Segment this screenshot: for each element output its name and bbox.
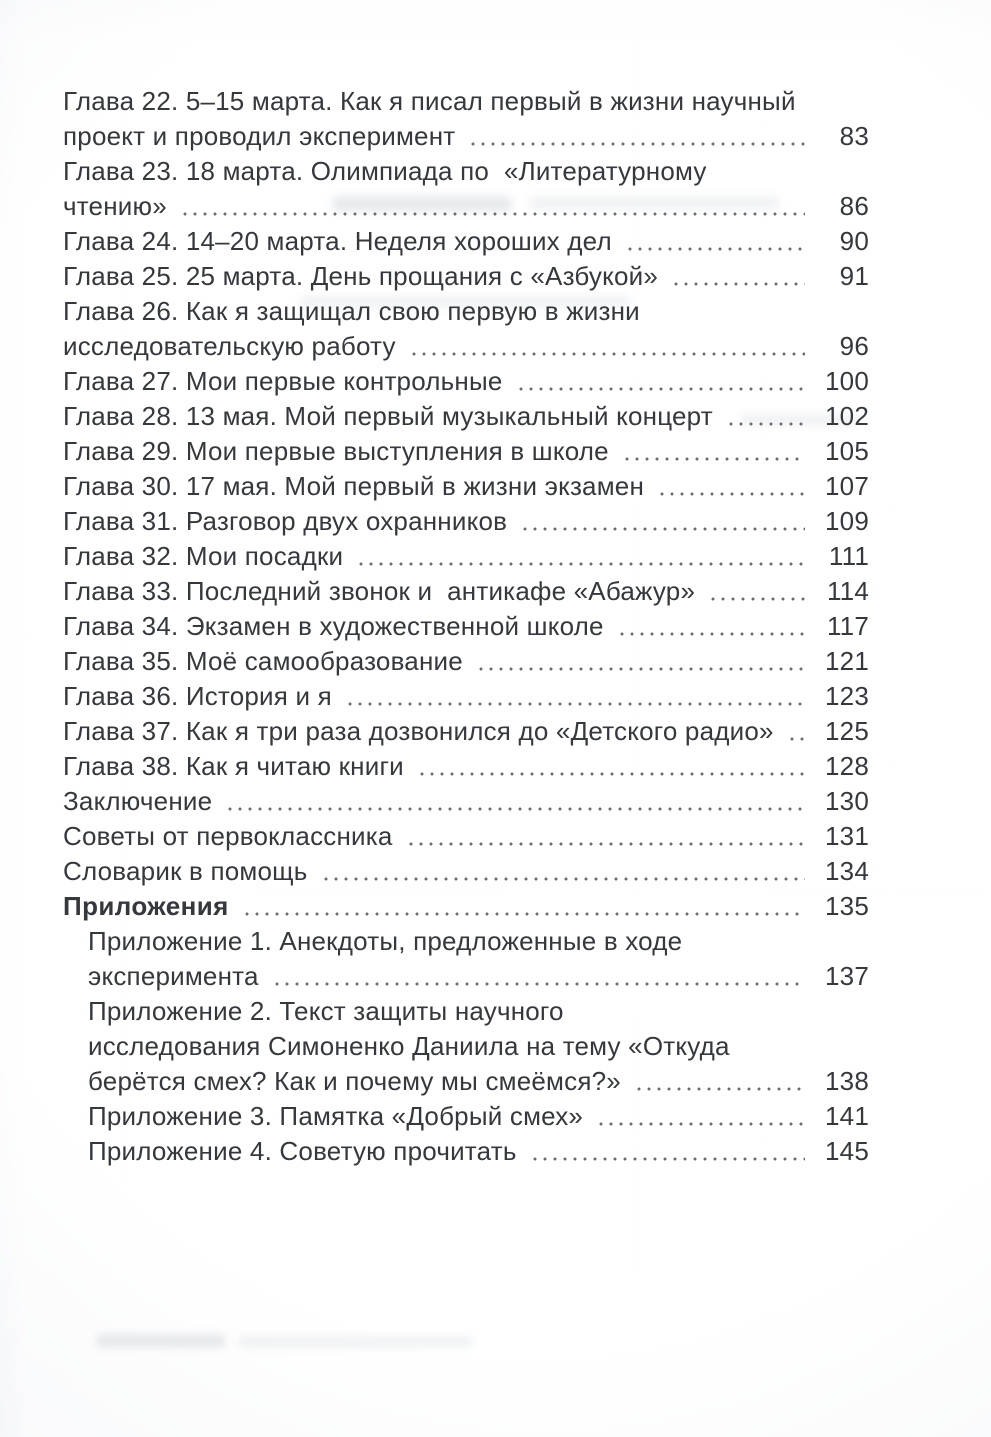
dot-leader: [625, 457, 805, 461]
toc-entry-text: Глава 38. Как я читаю книги: [63, 751, 404, 781]
page-number: 83: [839, 121, 869, 151]
page-number: 91: [839, 261, 869, 291]
toc-entry: [63, 679, 869, 714]
toc-entry: [63, 224, 869, 259]
toc-entry: [63, 1099, 869, 1134]
toc-entry-line: [63, 854, 869, 889]
page-number: 107: [825, 471, 869, 501]
toc-entry: [63, 994, 869, 1099]
toc-entry-text: Глава 30. 17 мая. Мой первый в жизни экзамен: [63, 471, 645, 501]
page-number: 141: [825, 1101, 869, 1131]
dot-leader: [409, 842, 805, 846]
page-number: 125: [825, 716, 869, 746]
toc-entry: [63, 854, 869, 889]
toc-entry-line: [63, 329, 869, 364]
toc-entry-line: [63, 574, 869, 609]
page-number: 138: [825, 1066, 869, 1096]
toc-entry: [63, 574, 869, 609]
toc-entry-text: Приложения: [63, 891, 229, 921]
toc-entry-line: [88, 1064, 869, 1099]
bleed-through-smudge: [96, 1334, 226, 1348]
dot-leader: [420, 772, 805, 776]
bleed-through-smudge: [238, 1336, 473, 1348]
toc-entry: [63, 364, 869, 399]
toc-entry-line: [63, 469, 869, 504]
dot-leader: [275, 982, 805, 986]
toc-entry-text: Глава 29. Мои первые выступления в школе: [63, 436, 609, 466]
toc-entry-text: Глава 37. Как я три раза дозвонился до «Детского радио»: [63, 716, 774, 746]
dot-leader: [674, 282, 805, 286]
toc-entry-line: [63, 889, 869, 924]
toc-entry-line: [88, 1134, 869, 1169]
toc-entry-line: [88, 994, 869, 1029]
toc-entry: [63, 259, 869, 294]
dot-leader: [183, 212, 805, 216]
page-number: 134: [825, 856, 869, 886]
toc-entry-text: Глава 32. Мои посадки: [63, 541, 344, 571]
page-number: 100: [825, 366, 869, 396]
dot-leader: [637, 1087, 805, 1091]
toc-entry: [63, 609, 869, 644]
toc-entry-text: Глава 23. 18 марта. Олимпиада по «Литературному: [63, 156, 707, 186]
dot-leader: [660, 492, 805, 496]
dot-leader: [523, 527, 805, 531]
table-of-contents: [63, 84, 869, 1169]
toc-entry: [63, 154, 869, 224]
page-number: 123: [825, 681, 869, 711]
dot-leader: [519, 387, 805, 391]
toc-entry: [63, 784, 869, 819]
toc-entry-line: [63, 784, 869, 819]
dot-leader: [471, 142, 805, 146]
dot-leader: [412, 352, 805, 356]
toc-entry-text: Приложение 3. Памятка «Добрый смех»: [88, 1101, 584, 1131]
toc-entry-line: [63, 819, 869, 854]
dot-leader: [729, 422, 805, 426]
toc-entry-line: [63, 714, 869, 749]
toc-entry-line: [63, 434, 869, 469]
page-number: 121: [825, 646, 869, 676]
toc-entry-text: Глава 31. Разговор двух охранников: [63, 506, 508, 536]
page-number: 128: [825, 751, 869, 781]
toc-entry-text: берётся смех? Как и почему мы смеёмся?»: [88, 1066, 621, 1096]
toc-entry-line: [63, 609, 869, 644]
toc-entry-text: Советы от первоклассника: [63, 821, 393, 851]
page-number: 131: [825, 821, 869, 851]
toc-entry-text: исследовательскую работу: [63, 331, 396, 361]
toc-entry: [63, 84, 869, 154]
toc-entry-text: чтению»: [63, 191, 167, 221]
dot-leader: [628, 247, 805, 251]
toc-entry-line: [63, 119, 869, 154]
dot-leader: [790, 737, 805, 741]
page-number: 137: [825, 961, 869, 991]
toc-entry-line: [63, 154, 869, 189]
page-number: 117: [826, 611, 869, 641]
toc-entry-text: Глава 24. 14–20 марта. Неделя хороших дел: [63, 226, 612, 256]
page-number: 130: [825, 786, 869, 816]
toc-entry-line: [63, 259, 869, 294]
toc-entry: [63, 399, 869, 434]
toc-entry-line: [63, 679, 869, 714]
toc-entry-line: [63, 294, 869, 329]
dot-leader: [620, 632, 805, 636]
toc-entry: [63, 644, 869, 679]
page-number: 90: [839, 226, 869, 256]
toc-entry-line: [63, 189, 869, 224]
toc-entry-text: Глава 35. Моё самообразование: [63, 646, 463, 676]
toc-entry-text: Глава 22. 5–15 марта. Как я писал первый в жизни научный: [63, 86, 796, 116]
toc-entry: [63, 434, 869, 469]
page-number: 102: [825, 401, 869, 431]
dot-leader: [599, 1122, 805, 1126]
dot-leader: [533, 1157, 805, 1161]
page-number: 96: [839, 331, 869, 361]
toc-entry-text: Глава 27. Мои первые контрольные: [63, 366, 503, 396]
toc-entry-line: [63, 224, 869, 259]
toc-entry-text: исследования Симоненко Даниила на тему «Откуда: [88, 1031, 730, 1061]
toc-entry-text: Приложение 1. Анекдоты, предложенные в ходе: [88, 926, 683, 956]
toc-entry: [63, 889, 869, 924]
toc-entry: [63, 294, 869, 364]
dot-leader: [348, 702, 805, 706]
toc-entry-text: Глава 36. История и я: [63, 681, 332, 711]
toc-entry-text: Заключение: [63, 786, 213, 816]
toc-entry-text: Глава 26. Как я защищал свою первую в жизни: [63, 296, 640, 326]
toc-entry: [63, 539, 869, 574]
toc-entry-text: Глава 34. Экзамен в художественной школе: [63, 611, 604, 641]
dot-leader: [324, 877, 805, 881]
toc-entry-text: Приложение 2. Текст защиты научного: [88, 996, 564, 1026]
page-number: 135: [825, 891, 869, 921]
toc-entry-line: [88, 1029, 869, 1064]
dot-leader: [479, 667, 805, 671]
toc-entry-line: [88, 924, 869, 959]
toc-entry: [63, 749, 869, 784]
toc-entry: [63, 469, 869, 504]
page-number: 145: [825, 1136, 869, 1166]
dot-leader: [359, 562, 805, 566]
toc-entry-line: [63, 364, 869, 399]
dot-leader: [711, 597, 805, 601]
page-number: 109: [825, 506, 869, 536]
toc-entry-line: [88, 959, 869, 994]
toc-entry: [63, 1134, 869, 1169]
toc-entry-text: Глава 28. 13 мая. Мой первый музыкальный концерт: [63, 401, 713, 431]
page-number: 105: [825, 436, 869, 466]
toc-entry-line: [63, 504, 869, 539]
toc-entry-line: [63, 539, 869, 574]
toc-entry: [63, 924, 869, 994]
toc-entry-text: проект и проводил эксперимент: [63, 121, 456, 151]
page-number: 86: [839, 191, 869, 221]
toc-entry-text: Словарик в помощь: [63, 856, 308, 886]
page-number: 111: [828, 541, 869, 571]
toc-entry: [63, 504, 869, 539]
toc-entry-text: Глава 25. 25 марта. День прощания с «Азбукой»: [63, 261, 659, 291]
toc-entry-line: [88, 1099, 869, 1134]
toc-entry: [63, 819, 869, 854]
toc-entry-text: Глава 33. Последний звонок и антикафе «Абажур»: [63, 576, 696, 606]
toc-entry-line: [63, 399, 869, 434]
page-number: 114: [826, 576, 869, 606]
toc-entry-line: [63, 84, 869, 119]
toc-entry: [63, 714, 869, 749]
toc-entry-text: эксперимента: [88, 961, 259, 991]
dot-leader: [228, 807, 805, 811]
toc-entry-line: [63, 644, 869, 679]
toc-entry-text: Приложение 4. Советую прочитать: [88, 1136, 517, 1166]
dot-leader: [245, 912, 805, 916]
toc-entry-line: [63, 749, 869, 784]
